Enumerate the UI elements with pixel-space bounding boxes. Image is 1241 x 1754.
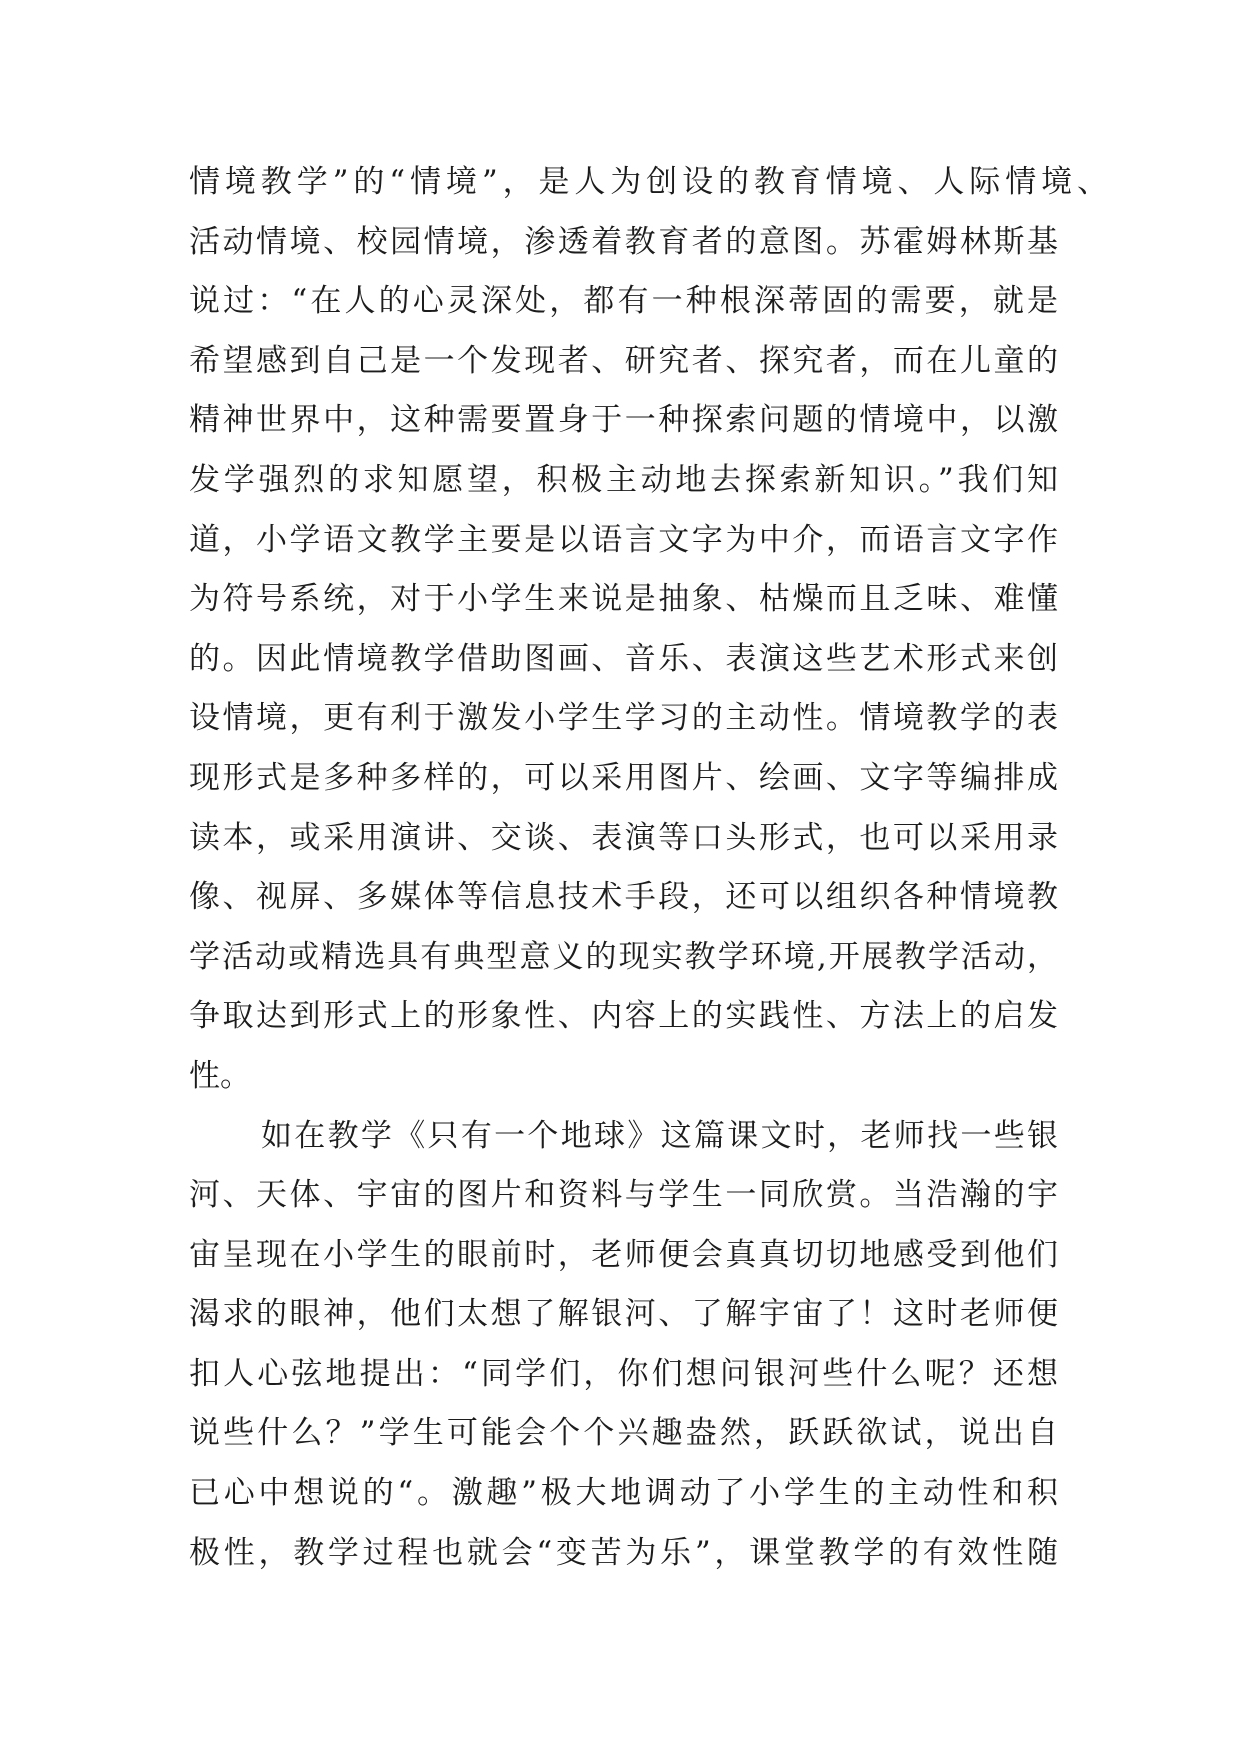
text-line: 发学强烈的求知愿望，积极主动地去探索新知识。”我们知	[189, 461, 1058, 498]
text-line: 河、天体、宇宙的图片和资料与学生一同欣赏。当浩瀚的宇	[189, 1177, 1058, 1214]
text-line: 活动情境、校园情境，渗透着教育者的意图。苏霍姆林斯基	[189, 223, 1058, 260]
text-line: 渴求的眼神，他们太想了解银河、了解宇宙了！这时老师便	[189, 1296, 1058, 1333]
text-line: 设情境，更有利于激发小学生学习的主动性。情境教学的表	[189, 700, 1058, 737]
text-line: 极性，教学过程也就会“变苦为乐”，课堂教学的有效性随	[189, 1534, 1058, 1571]
text-line: 希望感到自己是一个发现者、研究者、探究者，而在儿童的	[189, 342, 1058, 379]
paragraph-earth-lesson-example	[189, 1107, 1241, 1584]
text-line: 争取达到形式上的形象性、内容上的实践性、方法上的启发	[189, 998, 1058, 1035]
text-line: 学活动或精选具有典型意义的现实教学环境,开展教学活动，	[189, 938, 1058, 975]
text-line: 说些什么？”学生可能会个个兴趣盎然，跃跃欲试，说出自	[189, 1415, 1058, 1452]
text-line: 现形式是多种多样的，可以采用图片、绘画、文字等编排成	[189, 759, 1058, 796]
text-line: 精神世界中，这种需要置身于一种探索问题的情境中，以激	[189, 402, 1058, 439]
text-line: 已心中想说的“。激趣”极大地调动了小学生的主动性和积	[189, 1475, 1058, 1512]
text-line: 读本，或采用演讲、交谈、表演等口头形式，也可以采用录	[189, 819, 1058, 856]
text-line: 的。因此情境教学借助图画、音乐、表演这些艺术形式来创	[189, 640, 1058, 677]
text-line: 说过：“在人的心灵深处，都有一种根深蒂固的需要，就是	[189, 283, 1058, 320]
text-line: 道，小学语文教学主要是以语言文字为中介，而语言文字作	[189, 521, 1058, 558]
text-line: 扣人心弦地提出：“同学们，你们想问银河些什么呢？还想	[189, 1355, 1058, 1392]
text-line: 宙呈现在小学生的眼前时，老师便会真真切切地感受到他们	[189, 1236, 1058, 1273]
text-line: 如在教学《只有一个地球》这篇课文时，老师找一些银	[261, 1117, 1058, 1154]
paragraph-situational-teaching	[189, 153, 1241, 1107]
text-line: 性。	[189, 1057, 251, 1094]
text-line: 为符号系统，对于小学生来说是抽象、枯燥而且乏味、难懂	[189, 581, 1058, 618]
text-line: 像、视屏、多媒体等信息技术手段，还可以组织各种情境教	[189, 879, 1058, 916]
text-line: 情境教学”的“情境”，是人为创设的教育情境、人际情境、	[189, 164, 1108, 200]
